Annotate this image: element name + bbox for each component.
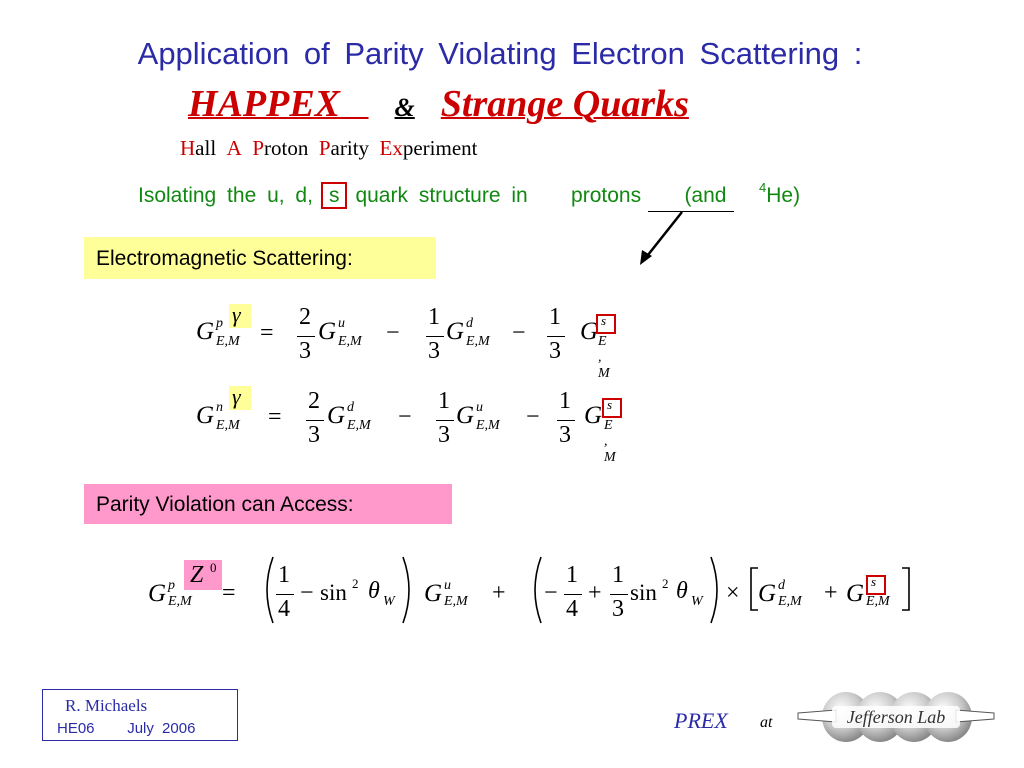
strange-quarks-label: Strange Quarks	[440, 83, 689, 125]
numerator: 1	[438, 388, 450, 414]
subscript: E , M	[604, 418, 616, 465]
theta-symbol: θ	[676, 578, 688, 604]
fraction-bar	[426, 336, 444, 337]
sine-function: sin	[630, 580, 657, 605]
slide-title: Application of Parity Violating Electron Scattering :	[137, 36, 863, 71]
subscript: E,M	[216, 418, 240, 433]
minus-sign: −	[386, 320, 400, 346]
form-factor-symbol: G	[327, 402, 346, 429]
subscript: E,M	[347, 418, 371, 433]
gamma-symbol: γ	[232, 384, 241, 409]
right-paren	[706, 554, 726, 626]
superscript: d	[778, 578, 785, 593]
acronym-letter: H	[180, 136, 196, 160]
denominator: 4	[278, 596, 290, 622]
numerator: 1	[549, 304, 561, 330]
form-factor-symbol: G	[580, 318, 599, 345]
numerator: 1	[612, 562, 624, 588]
numerator: 1	[566, 562, 578, 588]
fraction-bar	[547, 336, 565, 337]
minus-sign: −	[526, 404, 540, 430]
prex-label: PREX	[674, 708, 728, 733]
happex-label: HAPPEX	[188, 83, 341, 125]
conference-info	[57, 720, 195, 737]
denominator: 4	[566, 596, 578, 622]
superscript: n	[216, 400, 223, 415]
numerator: 2	[299, 304, 311, 330]
theta-symbol: θ	[368, 578, 380, 604]
denominator: 3	[549, 338, 561, 364]
superscript: 2	[352, 576, 359, 591]
logo-text: Jefferson Lab	[846, 707, 946, 727]
superscript: u	[338, 316, 345, 331]
plus-sign: +	[824, 580, 838, 606]
superscript: s	[871, 574, 877, 589]
at-label: at	[760, 714, 773, 731]
form-factor-symbol: G	[148, 580, 167, 607]
acronym-letter: P	[252, 136, 265, 160]
superscript: p	[216, 316, 223, 331]
form-factor-symbol: G	[584, 402, 603, 429]
protons-word: protons	[571, 184, 642, 207]
minus-sign: −	[544, 580, 558, 606]
subscript: E,M	[476, 418, 500, 433]
acronym-text: roton	[264, 136, 309, 160]
form-factor-symbol: G	[758, 580, 777, 607]
sine-function: sin	[320, 580, 347, 605]
superscript: s	[601, 313, 607, 328]
mass-number: 4	[758, 180, 767, 195]
subscript: E , M	[598, 334, 610, 381]
superscript: s	[607, 397, 613, 412]
superscript: u	[444, 578, 451, 593]
left-paren	[526, 554, 546, 626]
helium-text: He)	[766, 184, 801, 207]
acronym-letter: P	[318, 136, 331, 160]
denominator: 3	[428, 338, 440, 364]
minus-sign: −	[512, 320, 526, 346]
subscript: E,M	[444, 594, 468, 609]
denominator: 3	[612, 596, 624, 622]
conference-name: HE06	[57, 720, 95, 737]
superscript: d	[466, 316, 473, 331]
right-bracket	[900, 566, 912, 612]
superscript: 0	[210, 560, 217, 575]
author-box	[42, 689, 238, 741]
plus-sign: +	[588, 580, 602, 606]
superscript: 2	[662, 576, 669, 591]
numerator: 2	[308, 388, 320, 414]
gamma-symbol: γ	[232, 302, 241, 327]
slide-subtitle	[188, 82, 689, 126]
subscript: E,M	[216, 334, 240, 349]
acronym-text: all	[195, 136, 217, 160]
subscript: E,M	[866, 594, 890, 609]
jefferson-lab-logo	[796, 688, 996, 746]
ampersand: &	[394, 93, 415, 122]
form-factor-symbol: G	[456, 402, 475, 429]
minus-sign: −	[398, 404, 412, 430]
form-factor-symbol: G	[846, 580, 865, 607]
subscript: E,M	[466, 334, 490, 349]
superscript: d	[347, 400, 354, 415]
subscript: E,M	[778, 594, 802, 609]
author-name: R. Michaels	[65, 696, 148, 715]
superscript: u	[476, 400, 483, 415]
acronym-letter: Ex	[379, 136, 403, 160]
acronym-text: periment	[402, 136, 478, 160]
acronym-letter: A	[226, 136, 242, 160]
numerator: 1	[559, 388, 571, 414]
conference-date: July 2006	[127, 720, 196, 737]
subscript: W	[383, 594, 395, 609]
em-scattering-label: Electromagnetic Scattering:	[84, 237, 436, 279]
equals-sign: =	[260, 320, 274, 346]
denominator: 3	[438, 422, 450, 448]
subscript: E,M	[168, 594, 192, 609]
denominator: 3	[308, 422, 320, 448]
right-paren	[398, 554, 418, 626]
fraction-bar	[557, 420, 575, 421]
denominator: 3	[299, 338, 311, 364]
form-factor-symbol: G	[318, 318, 337, 345]
times-sign: ×	[726, 580, 740, 606]
minus-sign: −	[300, 580, 314, 606]
isolating-text: Isolating the u, d,	[138, 184, 313, 207]
form-factor-symbol: G	[424, 580, 443, 607]
left-paren	[258, 554, 278, 626]
plus-sign: +	[492, 580, 506, 606]
fraction-bar	[564, 594, 582, 595]
subscript: E,M	[338, 334, 362, 349]
isolating-text: quark structure in	[355, 184, 528, 207]
form-factor-symbol: G	[446, 318, 465, 345]
equals-sign: =	[268, 404, 282, 430]
form-factor-symbol: G	[196, 402, 215, 429]
denominator: 3	[559, 422, 571, 448]
fraction-bar	[610, 594, 628, 595]
form-factor-symbol: G	[196, 318, 215, 345]
fraction-bar	[297, 336, 315, 337]
isolating-statement	[138, 180, 800, 208]
superscript: p	[168, 578, 175, 593]
fraction-bar	[436, 420, 454, 421]
fraction-bar	[306, 420, 324, 421]
z-boson-symbol: Z	[190, 562, 204, 588]
numerator: 1	[428, 304, 440, 330]
numerator: 1	[278, 562, 290, 588]
equals-sign: =	[222, 580, 236, 606]
s-quark-box: s	[321, 182, 348, 209]
parity-violation-label: Parity Violation can Access:	[84, 484, 452, 524]
experiment-name	[180, 136, 478, 161]
and-text: (and	[684, 184, 727, 207]
acronym-text: arity	[330, 136, 370, 160]
subscript: W	[691, 594, 703, 609]
pointer-arrow-icon	[630, 206, 690, 268]
fraction-bar	[276, 594, 294, 595]
